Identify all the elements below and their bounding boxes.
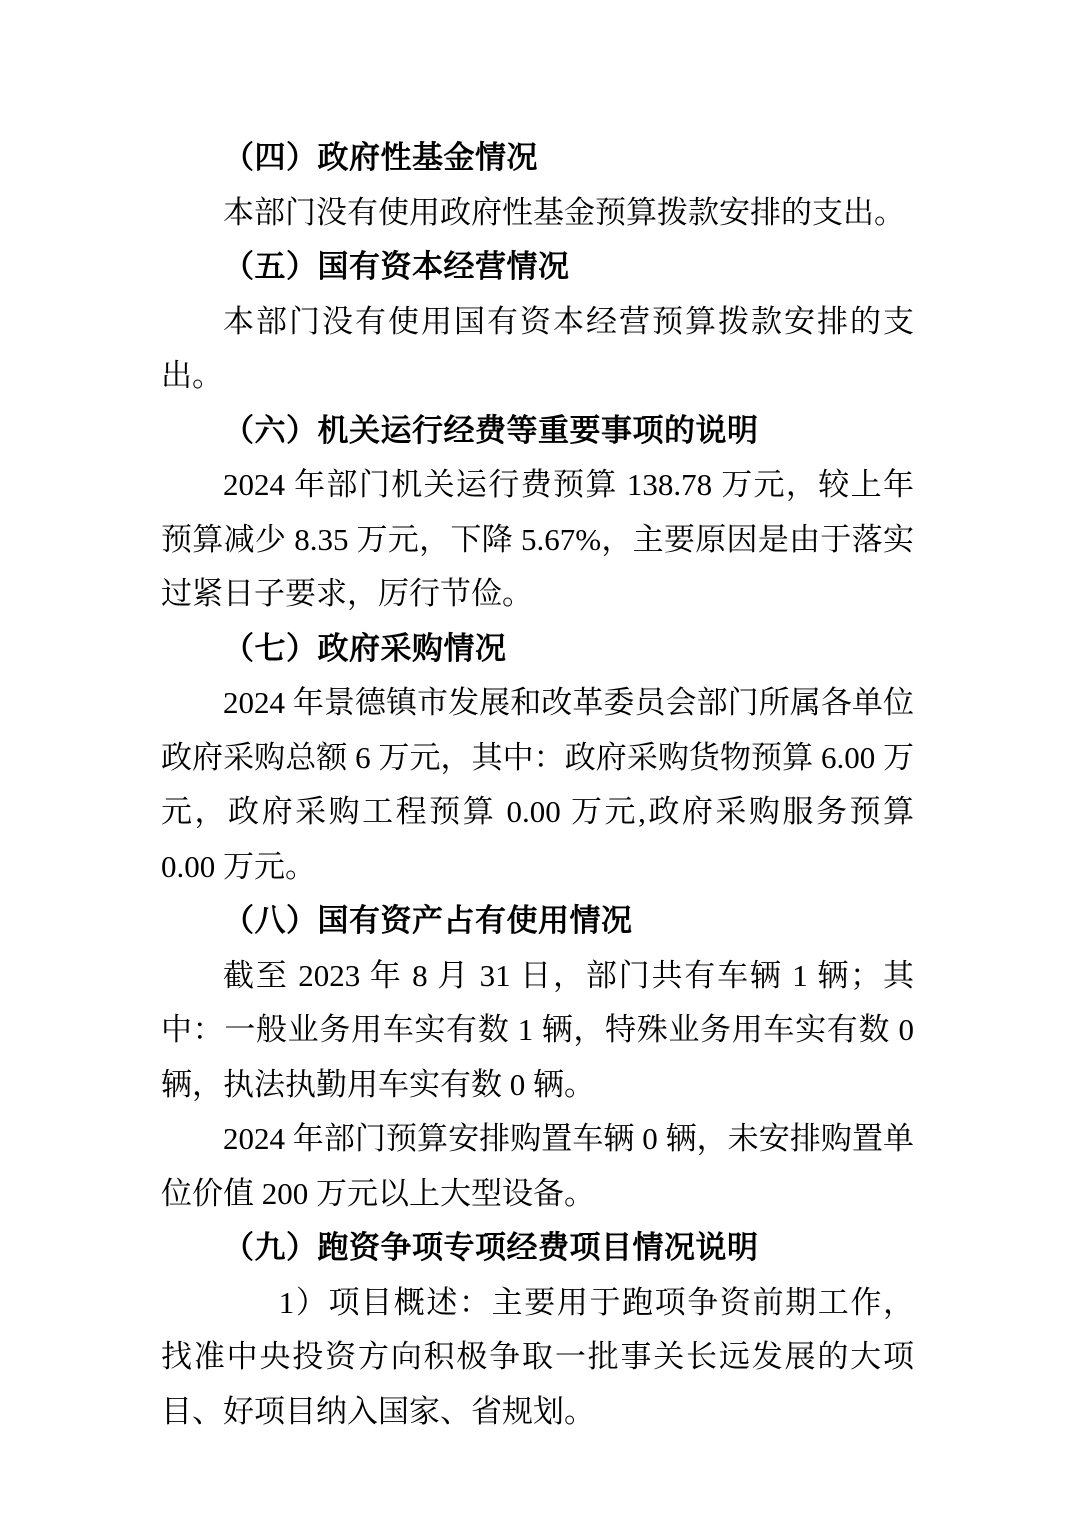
section-heading-operating-expenses: （六）机关运行经费等重要事项的说明 xyxy=(223,412,759,448)
section-heading-state-capital: （五）国有资本经营情况 xyxy=(223,249,570,284)
section-heading-state-assets: （八）国有资产占有使用情况 xyxy=(223,903,633,938)
paragraph-operating-expenses: 2024 年部门机关运行费预算 138.78 万元，较上年预算减少 8.35 万元，下降 5.67%，主要原因是由于落实过紧日子要求，厉行节俭。 xyxy=(161,467,914,611)
paragraph-government-procurement: 2024 年景德镇市发展和改革委员会部门所属各单位政府采购总额 6 万元，其中：政府采购货物预算 6.00 万元，政府采购工程预算 0.00 万元,政府采购服务预算 0.00 万元。 xyxy=(161,685,914,884)
document-content xyxy=(161,131,914,1439)
paragraph-state-assets-budget: 2024 年部门预算安排购置车辆 0 辆，未安排购置单位价值 200 万元以上大型设备。 xyxy=(161,1121,914,1211)
section-heading-government-funds: （四）政府性基金情况 xyxy=(223,140,538,175)
paragraph-project-overview: 1）项目概述：主要用于跑项争资前期工作，找准中央投资方向积极争取一批事关长远发展的大项目、好项目纳入国家、省规划。 xyxy=(161,1284,914,1429)
paragraph-government-funds: 本部门没有使用政府性基金预算拨款安排的支出。 xyxy=(223,194,905,230)
paragraph-state-assets-vehicles: 截至 2023 年 8 月 31 日，部门共有车辆 1 辆；其中：一般业务用车实有数 1 辆，特殊业务用车实有数 0 辆，执法执勤用车实有数 0 辆。 xyxy=(161,957,914,1102)
section-heading-special-project-funds: （九）跑资争项专项经费项目情况说明 xyxy=(223,1230,759,1265)
section-heading-government-procurement: （七）政府采购情况 xyxy=(223,630,507,666)
paragraph-state-capital: 本部门没有使用国有资本经营预算拨款安排的支出。 xyxy=(161,303,914,393)
